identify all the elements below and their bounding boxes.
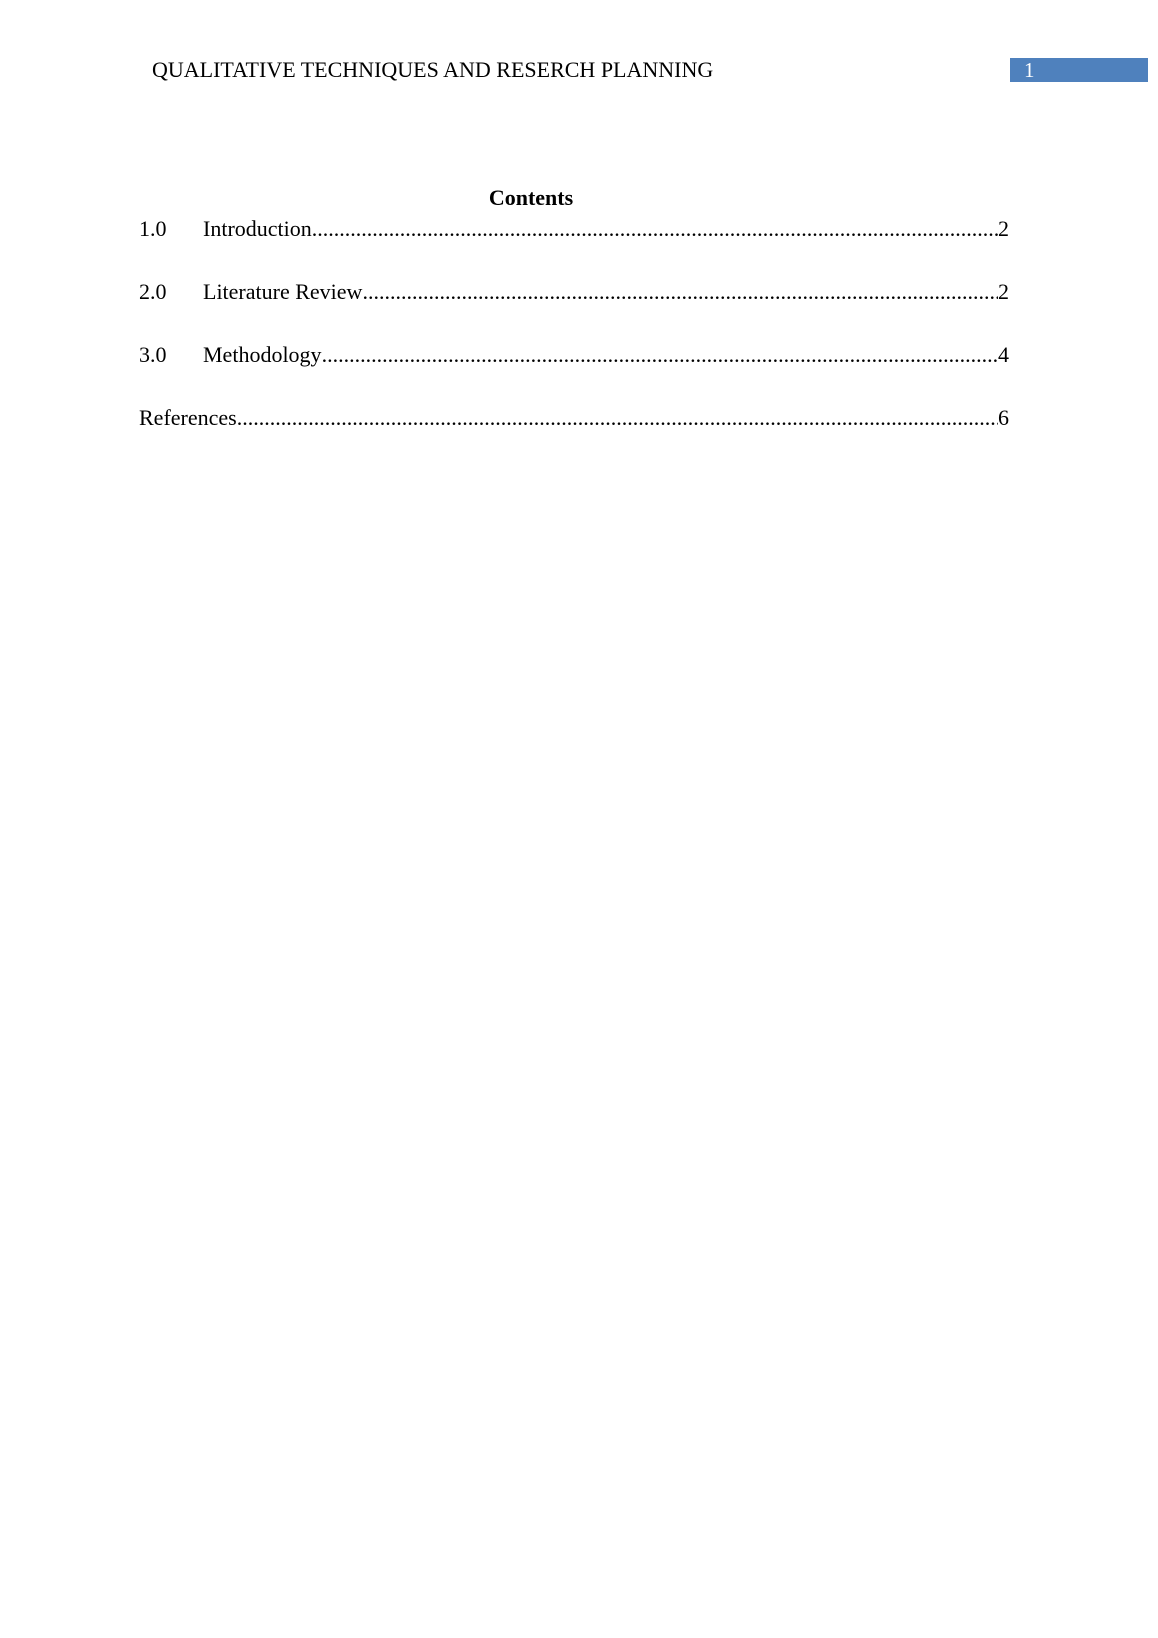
toc-entry-page: 6 xyxy=(998,405,1009,430)
toc-entry-number: 2.0 xyxy=(139,279,167,304)
toc-entry-introduction[interactable] xyxy=(139,215,1009,243)
toc-dot-leader xyxy=(237,404,998,432)
toc-dot-leader xyxy=(362,278,998,306)
page-number-badge xyxy=(1010,58,1148,82)
header-title: QUALITATIVE TECHNIQUES AND RESERCH PLANNING xyxy=(152,57,714,82)
page-number: 1 xyxy=(1024,58,1035,82)
toc-entry-label: Introduction xyxy=(203,216,312,241)
toc-entry-page: 4 xyxy=(998,342,1009,367)
table-of-contents xyxy=(139,215,1009,467)
toc-entry-references[interactable] xyxy=(139,404,1009,432)
toc-entry-page: 2 xyxy=(998,279,1009,304)
toc-entry-label: Literature Review xyxy=(203,279,363,304)
toc-entry-page: 2 xyxy=(998,216,1009,241)
toc-entry-literature-review[interactable] xyxy=(139,278,1009,306)
toc-entry-methodology[interactable] xyxy=(139,341,1009,369)
toc-dot-leader xyxy=(322,341,998,369)
toc-heading: Contents xyxy=(488,185,574,210)
toc-entry-number: 3.0 xyxy=(139,342,167,367)
toc-entry-label: Methodology xyxy=(203,342,322,367)
toc-dot-leader xyxy=(312,215,998,243)
toc-entry-label: References xyxy=(139,405,237,430)
toc-entry-number: 1.0 xyxy=(139,216,167,241)
